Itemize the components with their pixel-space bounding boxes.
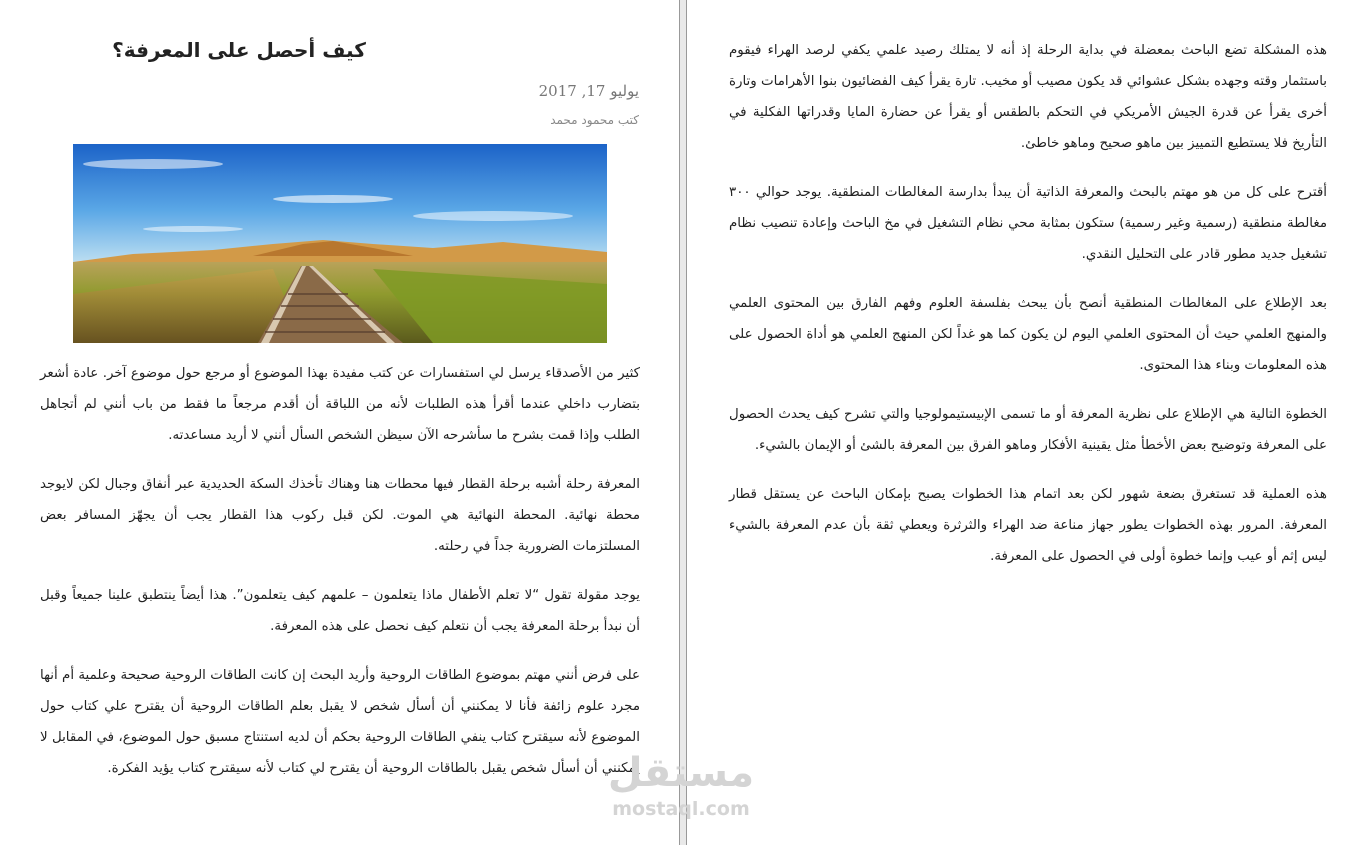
left-column-text [40,358,640,802]
article-title: كيف أحصل على المعرفة؟ [112,38,366,62]
paragraph: المعرفة رحلة أشبه برحلة القطار فيها محطات هنا وهناك تأخذك السكة الحديدية عبر أنفاق وجبال لكن لايوجد محطة نهائية. المحطة النهائية هي الموت. لكن قبل ركوب هذا القطار يجب أن يجهّز المسافر بعض المسلتزمات الضرورية جداً في رحلته. [40,477,640,554]
paragraph: هذه المشكلة تضع الباحث بمعضلة في بداية الرحلة إذ أنه لا يمتلك رصيد علمي يكفي لرصد الهراء فيقوم باستثمار وقته وجهده بشكل عشوائي قد يكون مصيب أو مخيب. تارة يقرأ كيف الفضائيون بنوا الأهرامات وتارة أخرى يقرأ عن قدرة الجيش الأمريكي في التحكم بالطقس أو يقرأ عن حضارة المايا وقدراتها الفكلية في التأريخ فلا يستطيع التمييز بين ماهو صحيح وماهو خاطئ. [729,43,1327,151]
paragraph: أقترح على كل من هو مهتم بالبحث والمعرفة الذاتية أن يبدأ بدارسة المغالطات المنطقية. يوجد حوالي ٣٠٠ مغالطة منطقية (رسمية وغير رسمية) ستكون بمثابة محي نظام التشغيل في مخ الباحث وإعادة تنصيب نظام تشغيل جديد مطور قادر على التحليل النقدي. [729,185,1327,262]
railway-illustration [73,144,607,343]
left-page [0,0,680,845]
paragraph: الخطوة التالية هي الإطلاع على نظرية المعرفة أو ما تسمى الإبيستيمولوجيا والتي تشرح كيف يحدث الحصول على المعرفة وتوضيح بعض الأخطأ مثل يقينية الأفكار وماهو الفرق بين المعرفة بالشئ أو الإيمان بالشيء. [729,407,1327,453]
watermark-arabic: مستقل [607,750,755,796]
railway-track-photo [73,144,607,343]
watermark-latin: mostaql.com [612,798,750,820]
right-column-text [729,35,1327,590]
paragraph: هذه العملية قد تستغرق بضعة شهور لكن بعد اتمام هذا الخطوات يصبح بإمكان الباحث عن يستقل قطار المعرفة. المرور بهذه الخطوات يطور جهاز مناعة ضد الهراء والثرثرة ويعطي ثقة بأن عدم المعرفة بالشيء ليس إثم أو عيب وإنما خطوة أولى في الحصول على المعرفة. [729,487,1327,564]
paragraph: على فرض أنني مهتم بموضوع الطاقات الروحية وأريد البحث إن كانت الطاقات الروحية صحيحة وعلمية أم أنها مجرد علوم زائفة فأنا لا يمكنني أن أسأل شخص لا يقبل بعلم الطاقات الروحية أن يقترح علي كتاب حول الموضوع لأنه سيقترح كتاب ينفي الطاقات الروحية بحكم أن لديه استنتاج مسبق حول الموضوع، في المقابل لا يمكنني أن أسأل شخص يقبل بالطاقات الروحية أن يقترح لي كتاب لأنه سيقترح كتاب يؤيد الفكرة. [40,668,640,776]
paragraph: كثير من الأصدقاء يرسل لي استفسارات عن كتب مفيدة بهذا الموضوع أو مرجع حول موضوع آخر. عادة أشعر بتضارب داخلي عندما أقرأ هذه الطلبات لأنه من اللباقة أن أقدم مرجعاً ما فقط من باب أنني لم أتجاهل الطلب وإذا قمت بشرح ما سأشرحه الآن سيظن الشخص السأل أنني لا أريد مساعدته. [40,366,640,443]
paragraph: يوجد مقولة تقول “لا تعلم الأطفال ماذا يتعلمون – علمهم كيف يتعلمون”. هذا أيضاً ينتطبق علينا جميعاً وقبل أن نبدأ برحلة المعرفة يجب أن نتعلم كيف نحصل على هذه المعرفة. [40,588,640,634]
paragraph: بعد الإطلاع على المغالطات المنطقية أنصح بأن يبحث بفلسفة العلوم وفهم الفارق بين المحتوى العلمي والمنهج العلمي حيث أن المحتوى العلمي اليوم لن يكون كما هو غداً لكن المنهج العلمي هو أداة الحصول على هذه المعلومات وبناء هذا المحتوى. [729,296,1327,373]
right-page [686,0,1362,845]
article-author: كتب محمود محمد [550,113,639,127]
article-date: يوليو 17, 2017 [538,82,639,100]
